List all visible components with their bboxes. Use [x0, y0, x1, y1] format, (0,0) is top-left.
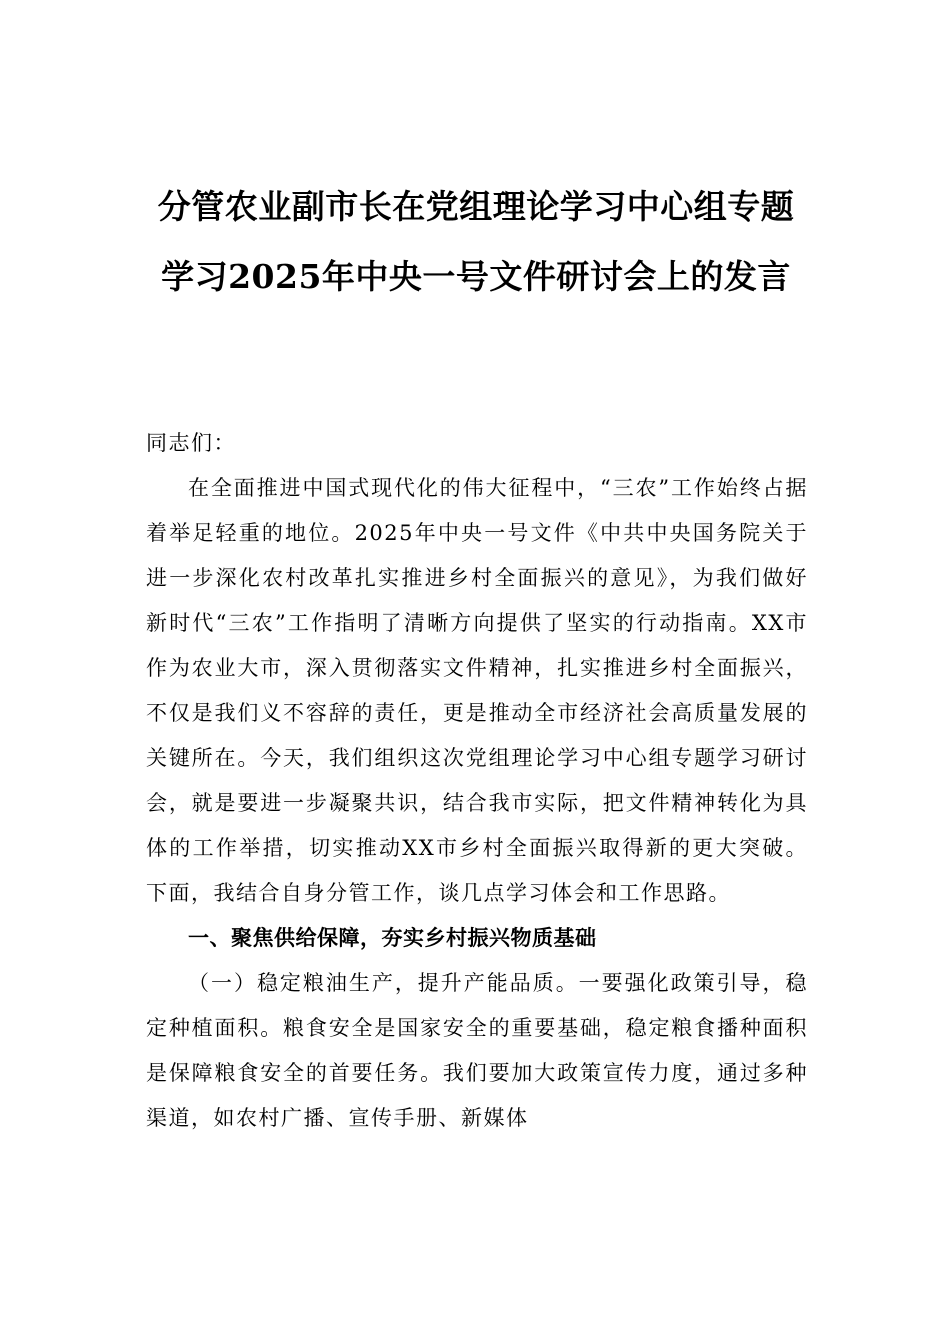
- document-title: 分管农业副市长在党组理论学习中心组专题学习2025年中央一号文件研讨会上的发言: [157, 187, 795, 296]
- intro-paragraph: 在全面推进中国式现代化的伟大征程中，“三农”工作始终占据着举足轻重的地位。2025年中央一号文件《中共中央国务院关于进一步深化农村改革扎实推进乡村全面振兴的意见》，为我们做好新时代“三农”工作指明了清晰方向提供了坚实的行动指南。XX市作为农业大市，深入贯彻落实文件精神，扎实推进乡村全面振兴，不仅是我们义不容辞的责任，更是推动全市经济社会高质量发展的关键所在。今天，我们组织这次党组理论学习中心组专题学习研讨会，就是要进一步凝聚共识，结合我市实际，把文件精神转化为具体的工作举措，切实推动XX市乡村全面振兴取得新的更大突破。下面，我结合自身分管工作，谈几点学习体会和工作思路。: [146, 476, 808, 905]
- subsection-paragraph-1-1: [146, 961, 808, 1141]
- subsection-text-1-1: 一要强化政策引导，稳定种植面积。粮食安全是国家安全的重要基础，稳定粮食播种面积是保障粮食安全的首要任务。我们要加大政策宣传力度，通过多种渠道，如农村广播、宣传手册、新媒体: [146, 971, 808, 1130]
- section-heading-1: 一、聚焦供给保障，夯实乡村振兴物质基础: [188, 926, 597, 950]
- salutation: 同志们：: [146, 431, 236, 455]
- document-body: [146, 421, 808, 1141]
- subsection-lead-1-1: （一）稳定粮油生产，提升产能品质。: [188, 971, 579, 995]
